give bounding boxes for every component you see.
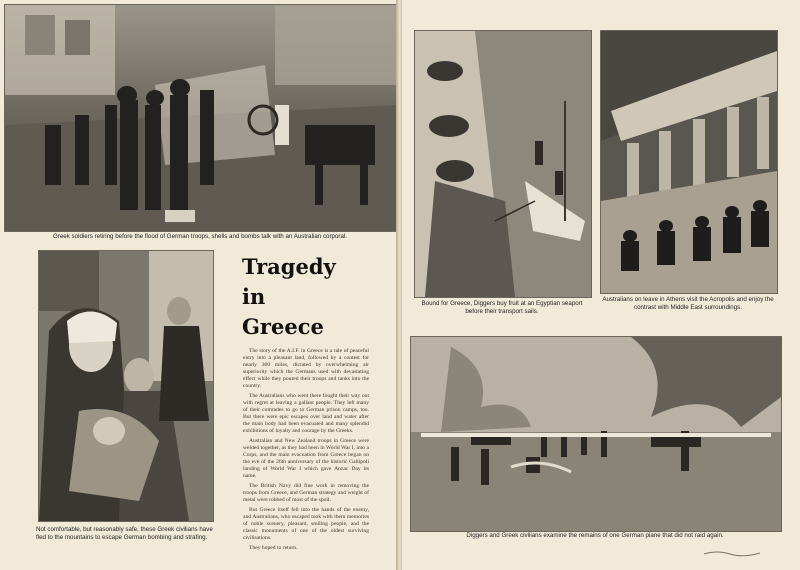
photo-german-plane [410,336,782,532]
soldiers-photo-art [5,5,397,231]
title-line-3: Greece [242,314,324,339]
article-paragraph: The British Navy did fine work in removing the troops from Greece, and German strategy and weight of metal were robbed of most of the spoil. [243,483,369,503]
seaport-photo-art [415,31,591,297]
civilians-caption: Not comfortable, but reasonably safe, these Greek civilians have fled to the mountains to escape German bombing and strafing. [36,526,213,541]
photo-egyptian-seaport [414,30,592,298]
article-paragraph: Australian and New Zealand troops in Greece were welded together, as they had been in World War I, into a Corps, and the main evacuation from Greece began on the eve of the 26th anniversary of the historic Gallipoli landing of World War I which gave Anzac Day its name. [243,438,369,479]
article-body [243,348,369,555]
article-paragraph: The Australians who went there fought their way out with regret at leaving a gallant people. They left many of their comrades to go to German prison camps, too. But there were epic escapes over land and water after the main body had been evacuated and many splendid exhibitions of loyalty and courage by the Greeks. [243,393,369,434]
civilians-photo-art [39,251,213,521]
article-paragraph: The story of the A.I.F. in Greece is a tale of peaceful entry into a pleasant land, followed by a contest for nearly 300 miles, dictated by overwhelming air superiority which the Germans used with devastating effect while they poured their troops and tanks into the country. [243,348,369,389]
left-page [0,0,398,570]
article-paragraph: But Greece itself fell into the hands of the enemy, and Australians, who escaped took with them memories of noble scenery, pleasant, smiling people, and the classic monuments of one of the oldest surviving civilisations. [243,507,369,541]
photo-greek-civilians [38,250,214,522]
title-line-1: Tragedy [242,254,336,279]
acropolis-caption: Australians on leave in Athens visit the Acropolis and enjoy the contrast with Middle East surroundings. [602,296,774,311]
article-title [242,256,382,346]
article-paragraph: They hoped to return. [249,545,298,551]
right-page [402,0,800,570]
photo-acropolis [600,30,778,294]
page-footer-mark [702,548,762,558]
plane-caption: Diggers and Greek civilians examine the remains of one German plane that did not raid again. [466,532,724,539]
seaport-caption: Bound for Greece, Diggers buy fruit at an Egyptian seaport before their transport sails. [421,300,583,315]
soldiers-caption: Greek soldiers retiring before the flood of German troops, shells and bombs talk with an Australian corporal. [52,233,348,240]
photo-greek-soldiers [4,4,398,232]
acropolis-photo-art [601,31,777,293]
title-line-2: in [242,284,266,309]
plane-photo-art [411,337,781,531]
